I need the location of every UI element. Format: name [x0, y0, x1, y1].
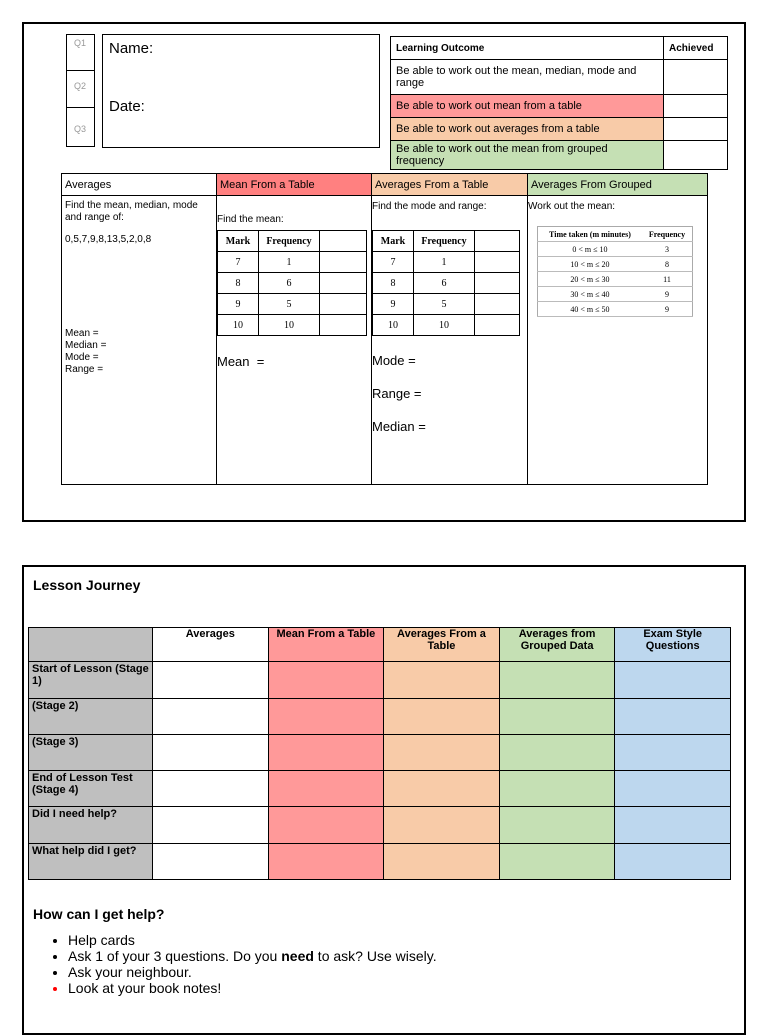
help-item-red-bullet [68, 980, 740, 996]
journey-cell[interactable] [153, 807, 269, 844]
journey-cell[interactable] [153, 699, 269, 735]
journey-cell[interactable] [153, 844, 269, 880]
journey-cell[interactable] [499, 844, 615, 880]
table-cell: 1 [259, 252, 320, 273]
frequency-header: Frequency [259, 231, 320, 252]
achieved-cell[interactable] [664, 60, 728, 95]
column-averages-from-grouped [528, 174, 707, 484]
journey-cell[interactable] [499, 807, 615, 844]
help-item [68, 932, 740, 948]
column-title: Averages [62, 174, 216, 196]
achieved-header: Achieved [664, 37, 728, 60]
help-item-text: Help cards [68, 932, 135, 948]
table-cell: 3 [642, 242, 693, 257]
journey-cell[interactable] [615, 807, 731, 844]
journey-cell[interactable] [268, 699, 384, 735]
journey-cell[interactable] [499, 699, 615, 735]
column-mean-from-table [217, 174, 372, 484]
journey-cell[interactable] [615, 771, 731, 807]
achieved-cell[interactable] [664, 95, 728, 118]
averages-instruction: Find the mean, median, mode and range of: [65, 200, 198, 223]
help-item-text: Ask your neighbour. [68, 964, 192, 980]
column-header: Averages [153, 628, 269, 662]
mean-answer-label: Mean = [217, 354, 265, 369]
journey-cell[interactable] [153, 771, 269, 807]
journey-cell[interactable] [268, 844, 384, 880]
question-box-q1 [66, 34, 95, 71]
journey-cell[interactable] [615, 735, 731, 771]
row-label: Did I need help? [29, 807, 153, 844]
median-answer-label: Median = [372, 419, 426, 434]
journey-cell[interactable] [499, 735, 615, 771]
mean-answer-label: Mean = [65, 328, 99, 339]
journey-cell[interactable] [384, 662, 500, 699]
outcome-row: Be able to work out the mean from grouped frequency [391, 141, 664, 170]
journey-cell[interactable] [384, 844, 500, 880]
median-answer-label: Median = [65, 340, 107, 351]
table-cell: 9 [373, 294, 414, 315]
help-item [68, 948, 740, 964]
help-item-text: Look at your book notes! [68, 980, 222, 996]
journey-cell[interactable] [268, 735, 384, 771]
table-cell: 11 [642, 272, 693, 287]
table-cell: 20 < m ≤ 30 [538, 272, 642, 287]
journey-cell[interactable] [384, 735, 500, 771]
mark-header: Mark [373, 231, 414, 252]
mean-instruction: Find the mean: [217, 214, 284, 225]
row-label: End of Lesson Test (Stage 4) [29, 771, 153, 807]
help-title: How can I get help? [33, 906, 165, 922]
frequency-header: Frequency [642, 227, 693, 242]
table-cell: 7 [373, 252, 414, 273]
column-header: Averages from Grouped Data [499, 628, 615, 662]
learning-outcomes-table [390, 36, 728, 170]
journey-cell[interactable] [499, 662, 615, 699]
table-cell: 7 [218, 252, 259, 273]
grouped-instruction: Work out the mean: [528, 201, 616, 212]
row-label: What help did I get? [29, 844, 153, 880]
mode-range-instruction: Find the mode and range: [372, 201, 487, 212]
table-cell: 5 [414, 294, 475, 315]
grouped-frequency-table [537, 226, 693, 317]
journey-cell[interactable] [384, 771, 500, 807]
range-answer-label: Range = [65, 364, 104, 375]
row-label: (Stage 2) [29, 699, 153, 735]
journey-cell[interactable] [615, 844, 731, 880]
mode-answer-label: Mode = [65, 352, 99, 363]
frequency-header: Frequency [414, 231, 475, 252]
date-label: Date: [109, 98, 145, 115]
outcome-row: Be able to work out the mean, median, mode and range [391, 60, 664, 95]
lesson-journey-table [28, 627, 731, 880]
mark-frequency-table [217, 230, 367, 336]
achieved-cell[interactable] [664, 141, 728, 170]
q1-label: Q1 [74, 38, 87, 48]
mode-answer-label: Mode = [372, 353, 416, 368]
row-label: (Stage 3) [29, 735, 153, 771]
journey-cell[interactable] [615, 699, 731, 735]
q3-label: Q3 [74, 124, 87, 134]
name-date-box [102, 34, 380, 148]
table-cell: 0 < m ≤ 10 [538, 242, 642, 257]
column-title: Averages From a Table [372, 174, 527, 196]
corner-cell [29, 628, 153, 662]
q2-label: Q2 [74, 81, 87, 91]
column-averages-from-table [372, 174, 528, 484]
journey-cell[interactable] [268, 771, 384, 807]
help-item-text: Ask 1 of your 3 questions. Do you [68, 948, 282, 964]
table-cell: 9 [642, 287, 693, 302]
table-cell: 10 [218, 315, 259, 336]
column-title: Averages From Grouped [528, 174, 707, 196]
column-header: Mean From a Table [268, 628, 384, 662]
journey-cell[interactable] [615, 662, 731, 699]
mark-frequency-table [372, 230, 520, 336]
journey-cell[interactable] [153, 735, 269, 771]
mark-header: Mark [218, 231, 259, 252]
journey-cell[interactable] [268, 662, 384, 699]
outcome-header: Learning Outcome [391, 37, 664, 60]
help-item [68, 964, 740, 980]
outcome-row: Be able to work out mean from a table [391, 95, 664, 118]
lesson-journey-title: Lesson Journey [33, 577, 141, 593]
table-cell: 10 [373, 315, 414, 336]
range-answer-label: Range = [372, 386, 422, 401]
table-cell: 8 [218, 273, 259, 294]
help-item-emphasis: need [281, 948, 314, 964]
table-cell: 30 < m ≤ 40 [538, 287, 642, 302]
table-cell: 8 [642, 257, 693, 272]
table-cell: 40 < m ≤ 50 [538, 302, 642, 317]
journey-cell[interactable] [268, 807, 384, 844]
table-cell: 10 < m ≤ 20 [538, 257, 642, 272]
journey-cell[interactable] [384, 699, 500, 735]
table-cell: 1 [414, 252, 475, 273]
table-cell: 6 [414, 273, 475, 294]
journey-cell[interactable] [153, 662, 269, 699]
table-cell: 6 [259, 273, 320, 294]
journey-cell[interactable] [384, 807, 500, 844]
table-cell: 10 [414, 315, 475, 336]
name-label: Name: [109, 40, 154, 57]
help-item-text: to ask? Use wisely. [313, 948, 437, 964]
journey-cell[interactable] [499, 771, 615, 807]
outcome-row: Be able to work out averages from a table [391, 118, 664, 141]
table-cell: 9 [218, 294, 259, 315]
table-cell: 8 [373, 273, 414, 294]
help-list [0, 932, 740, 996]
table-cell: 10 [259, 315, 320, 336]
row-label: Start of Lesson (Stage 1) [29, 662, 153, 699]
achieved-cell[interactable] [664, 118, 728, 141]
averages-numbers: 0,5,7,9,8,13,5,2,0,8 [65, 234, 152, 245]
table-cell: 5 [259, 294, 320, 315]
question-box-q2 [66, 70, 95, 108]
column-header: Exam Style Questions [615, 628, 731, 662]
column-header: Averages From a Table [384, 628, 500, 662]
time-header: Time taken (m minutes) [538, 227, 642, 242]
question-box-q3 [66, 107, 95, 147]
column-title: Mean From a Table [217, 174, 371, 196]
table-cell: 9 [642, 302, 693, 317]
column-averages [62, 174, 217, 484]
